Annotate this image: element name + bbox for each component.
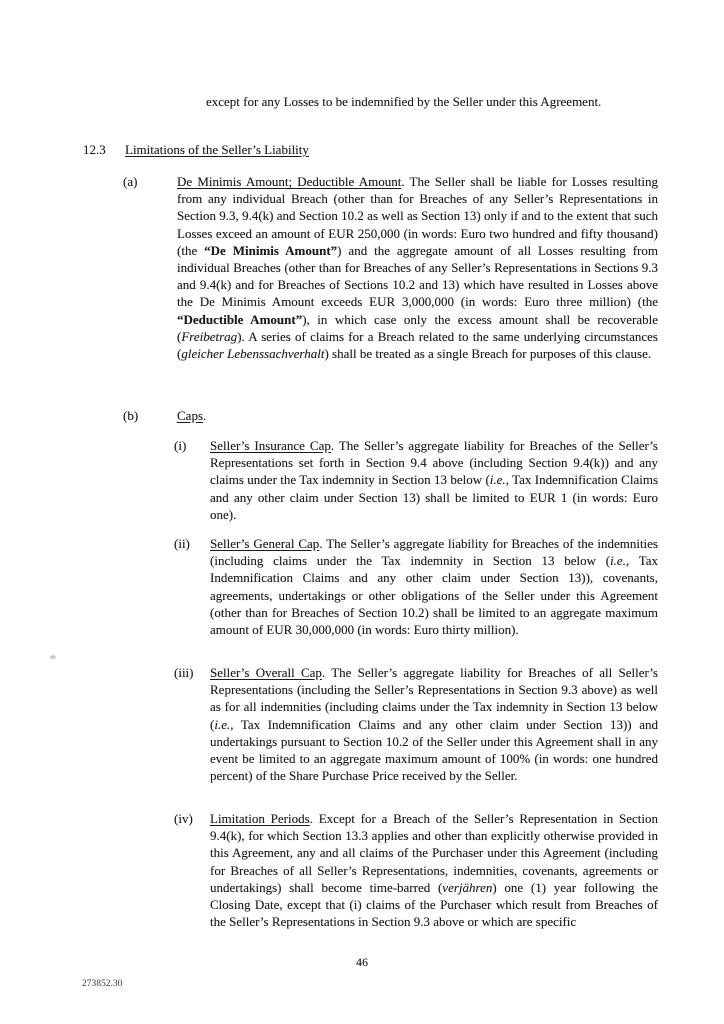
item-ii-label: (ii) (174, 536, 190, 551)
text-segment: , Tax Indemnification Claims and any other claim under Section 13) shall be limited to EUR 1 (in words: Euro one). (210, 472, 658, 522)
item-i-text (210, 437, 658, 523)
clause-a-heading: De Minimis Amount; Deductible Amount (177, 174, 402, 189)
text-segment: . The Seller’s aggregate liability for Breaches of the indemnities (including claims under the Tax indemnity in Section 13 below ( (210, 536, 658, 569)
clause-a-text (177, 173, 658, 362)
german-term: gleicher Lebenssachverhalt (181, 346, 325, 362)
defined-term-deductible: “Deductible Amount” (177, 311, 303, 327)
latin-abbrev: i.e. (214, 716, 231, 732)
paragraph-continuation-text: except for any Losses to be indemnified by the Seller under this Agreement. (206, 94, 602, 109)
text-segment: ), in which case only the excess amount shall be recoverable ( (177, 311, 658, 344)
text-segment: ) one (1) year following the Closing Date, except that (i) claims of the Purchaser which result from Breaches of the Seller’s Representations in Section 9.3 above or which are specific (210, 879, 659, 930)
text-segment: . The Seller’s aggregate liability for Breaches of the Seller’s Representations set forth in Section 9.4 above (including Section 9.4(k)) and any claims under the Tax indemnity in Section 13 below ( (210, 438, 658, 488)
text-segment: . The Seller’s aggregate liability for Breaches of all Seller’s Representations (including the Seller’s Representations in Section 9.3 above) as well as for all indemnities (including claims under the Tax indemnity in Section 13 below ( (210, 665, 658, 732)
text-segment: . Except for a Breach of the Seller’s Representation in Section 9.4(k), for which Section 13.3 applies and other than explicitly otherwise provided in this Agreement, any and all claims of the Purchaser under this Agreement (including for Breaches of all Seller’s Representations, indemnities, covenants, agreements or undertakings) shall become time-barred ( (210, 811, 658, 895)
document-reference: 273852.30 (82, 979, 123, 989)
item-iv-text (210, 810, 658, 930)
item-i-label: (i) (174, 438, 187, 453)
text-segment: . The Seller shall be liable for Losses resulting from any individual Breach (other than for Breaches of any Seller’s Representations in Section 9.3, 9.4(k) and Section 10.2 as well as Section 13) only if and to the extent that such Losses exceed an amount of EUR 250,000 (in words: Euro two hundred and fifty thousand) (the (177, 174, 658, 258)
latin-abbrev: i.e. (489, 472, 506, 488)
text-segment: ). A series of claims for a Breach related to the same underlying circumstances ( (177, 328, 658, 362)
item-iii-heading: Seller’s Overall Cap (210, 665, 322, 680)
item-iv-heading: Limitation Periods (210, 811, 310, 826)
german-term: Freibetrag (181, 328, 238, 344)
defined-term-de-minimis: “De Minimis Amount” (204, 242, 338, 258)
latin-abbrev: i.e. (610, 553, 626, 569)
paragraph-continuation (206, 93, 658, 110)
text-segment: , Tax Indemnification Claims and any other claim under Section 13)), covenants, agreements, undertakings or other obligations of the Seller under this Agreement (other than for Breaches of Section 10.2) shall be limited to an aggregate maximum amount of EUR 30,000,000 (in words: Euro thirty million). (210, 553, 658, 638)
text-segment: . (203, 408, 207, 423)
scan-artifact (50, 655, 56, 659)
item-i-heading: Seller’s Insurance Cap (210, 438, 331, 453)
text-segment: ) shall be treated as a single Breach for purposes of this clause. (324, 346, 652, 362)
text-segment: , Tax Indemnification Claims and any other claim under Section 13)) and undertakings pursuant to Section 10.2 of the Seller under this Agreement shall in any event be limited to an aggregate maximum amount of 100% (in words: one hundred percent) of the Share Purchase Price received by the Seller. (210, 716, 658, 784)
clause-b-heading-text: Caps (177, 408, 203, 423)
german-term: verjähren (442, 879, 493, 895)
item-iii-label: (iii) (174, 665, 194, 680)
clause-b-heading (177, 407, 206, 424)
clause-a-label: (a) (123, 174, 138, 189)
page-number: 46 (356, 955, 368, 969)
clause-b-label: (b) (123, 408, 139, 423)
section-number: 12.3 (83, 142, 106, 157)
item-ii-heading: Seller’s General Cap (210, 536, 320, 551)
item-iv-label: (iv) (174, 811, 193, 826)
item-iii-text (210, 664, 658, 784)
item-ii-text (210, 535, 658, 638)
section-title: Limitations of the Seller’s Liability (125, 142, 309, 157)
text-segment: ) and the aggregate amount of all Losses resulting from individual Breaches (other than for Breaches of any Seller’s Representations in Sections 9.3 and 9.4(k) and for Breaches of Sections 10.2 and 13) which have resulted in Losses above the De Minimis Amount exceeds EUR 3,000,000 (in words: Euro three million) (the (177, 242, 658, 310)
